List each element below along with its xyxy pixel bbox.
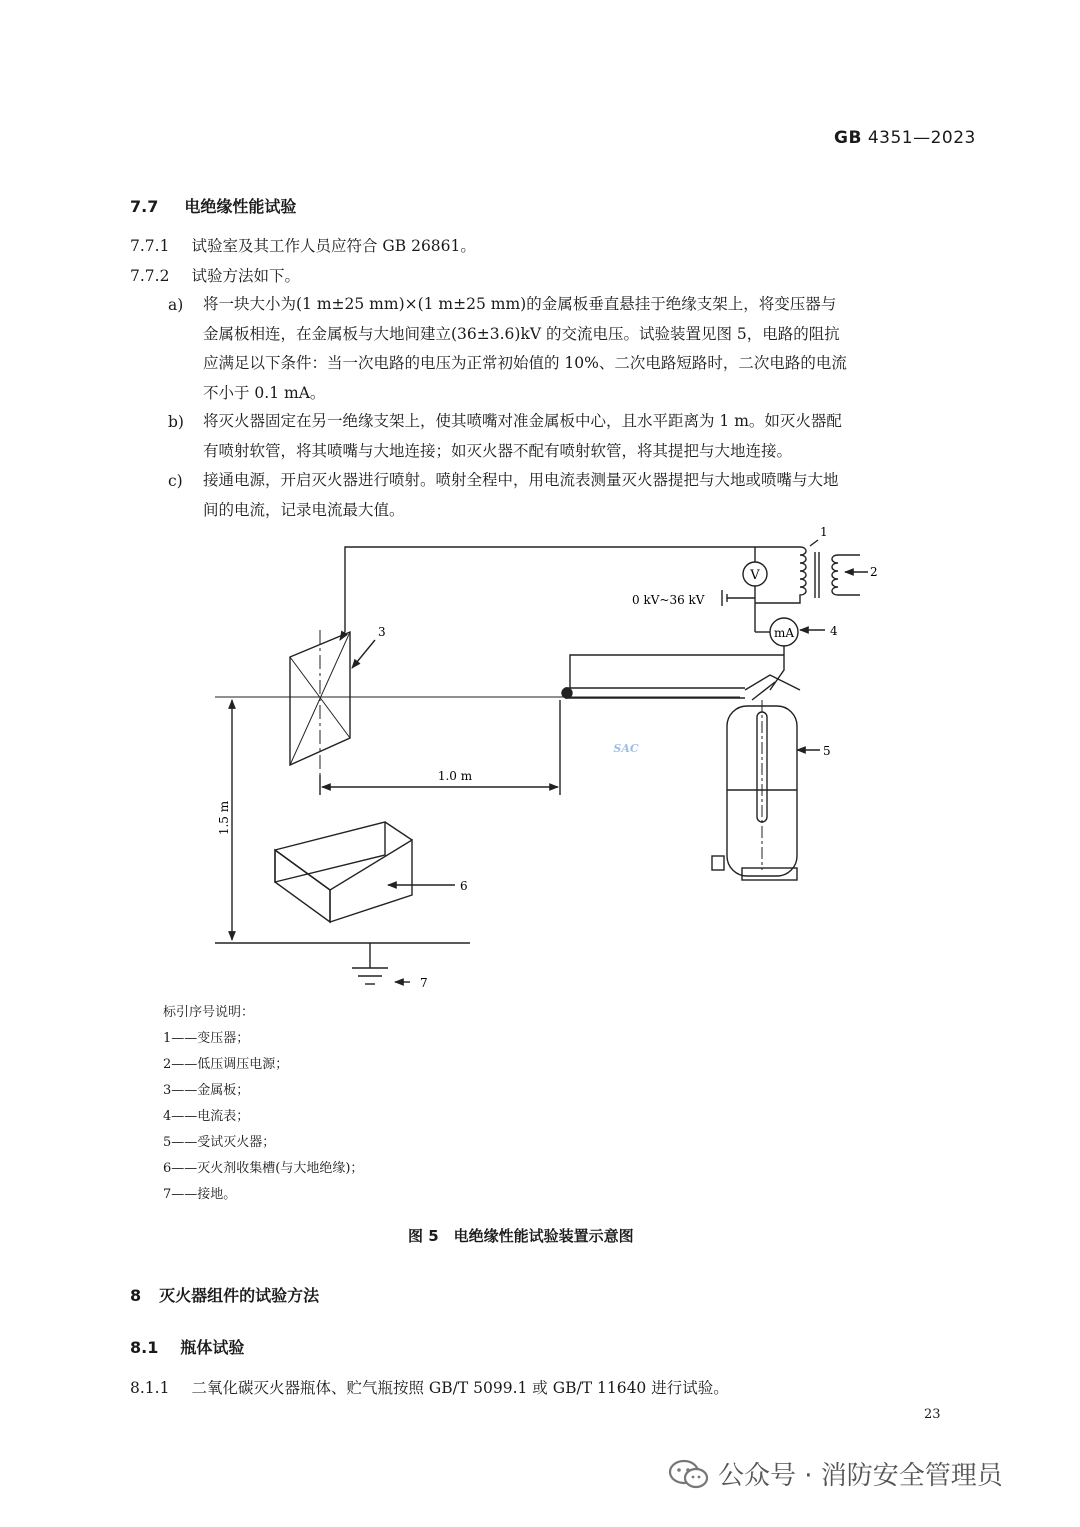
list-item-line: 不小于 0.1 mA。 <box>203 383 326 402</box>
clause-number: 7.7.1 <box>130 237 170 255</box>
callout-4: 4 <box>830 624 838 638</box>
clause-number: 8.1.1 <box>130 1379 170 1397</box>
section-title: 瓶体试验 <box>180 1338 245 1357</box>
section-heading-8-1 <box>130 1335 244 1358</box>
section-number: 8 <box>130 1286 142 1305</box>
callout-2: 2 <box>870 565 878 579</box>
list-item-line: 将灭火器固定在另一绝缘支架上，使其喷嘴对准金属板中心，且水平距离为 1 m。如灭火器配 <box>203 412 842 430</box>
legend-title: 标引序号说明： <box>163 1005 255 1020</box>
wechat-footer <box>668 1455 1003 1492</box>
wire-top <box>345 547 800 632</box>
clause-text: 二氧化碳灭火器瓶体、贮气瓶按照 GB/T 5099.1 或 GB/T 11640 进行试验。 <box>191 1379 729 1397</box>
list-item-line: 有喷射软管，将其喷嘴与大地连接；如灭火器不配有喷射软管，将其提把与大地连接。 <box>203 441 793 460</box>
legend-item: 7——接地。 <box>163 1187 237 1202</box>
dim-label-vertical: 1.5 m <box>217 800 231 836</box>
transformer-primary-coil <box>832 555 838 595</box>
list-item-label-b: b) <box>168 413 184 431</box>
voltmeter-label: V <box>750 568 760 583</box>
legend-item: 4——电流表； <box>163 1109 250 1124</box>
wechat-icon <box>668 1457 710 1491</box>
callout-5: 5 <box>823 744 831 758</box>
section-title: 电绝缘性能试验 <box>184 197 297 216</box>
section-title: 灭火器组件的试验方法 <box>159 1286 320 1305</box>
legend-item: 2——低压调压电源； <box>163 1057 289 1072</box>
figure-caption: 图 5 电绝缘性能试验装置示意图 <box>408 1227 634 1245</box>
legend-item: 1——变压器； <box>163 1031 250 1046</box>
legend-item: 6——灭火剂收集槽(与大地绝缘)； <box>163 1161 364 1176</box>
callout-1: 1 <box>820 525 828 539</box>
footer-text: 公众号 · 消防安全管理员 <box>718 1461 1003 1491</box>
list-item-line: 金属板相连，在金属板与大地间建立(36±3.6)kV 的交流电压。试验装置见图 5，电路的阻抗 <box>203 324 840 343</box>
callout-7: 7 <box>420 976 428 990</box>
voltage-range-label: 0 kV~36 kV <box>632 593 705 607</box>
legend-item: 5——受试灭火器； <box>163 1135 276 1150</box>
page-number: 23 <box>924 1407 941 1422</box>
collection-tank-back <box>275 822 385 882</box>
list-item-line: 将一块大小为(1 m±25 mm)×(1 m±25 mm)的金属板垂直悬挂于绝缘支架上，将变压器与 <box>203 295 837 313</box>
section-heading-8 <box>130 1283 319 1306</box>
clause-8-1-1 <box>130 1373 729 1404</box>
list-item-line: 应满足以下条件：当一次电路的电压为正常初始值的 10%、二次电路短路时，二次电路的电流 <box>203 354 847 372</box>
list-item-line: 接通电源，开启灭火器进行喷射。喷射全程中，用电流表测量灭火器提把与大地或喷嘴与大地 <box>203 471 839 489</box>
legend-item: 3——金属板； <box>163 1083 250 1098</box>
ammeter-label: mA <box>773 626 795 640</box>
dim-label-horizontal: 1.0 m <box>437 769 473 783</box>
figure-legend <box>163 1000 363 1208</box>
clause-text: 试验室及其工作人员应符合 GB 26861。 <box>191 237 476 255</box>
section-number: 7.7 <box>130 197 159 216</box>
list-item-line: 间的电流，记录电流最大值。 <box>203 500 405 519</box>
clause-text: 试验方法如下。 <box>191 267 300 285</box>
clause-number: 7.7.2 <box>130 267 170 285</box>
standard-prefix: GB <box>834 128 862 148</box>
callout-6: 6 <box>460 879 468 893</box>
section-number: 8.1 <box>130 1338 159 1357</box>
callout-3: 3 <box>378 625 386 639</box>
sac-watermark: SAC <box>613 742 639 755</box>
wire-to-nozzle <box>570 655 784 688</box>
list-item-label-a: a) <box>168 296 184 314</box>
standard-number: 4351—2023 <box>867 128 976 148</box>
list-item-label-c: c) <box>168 472 183 490</box>
